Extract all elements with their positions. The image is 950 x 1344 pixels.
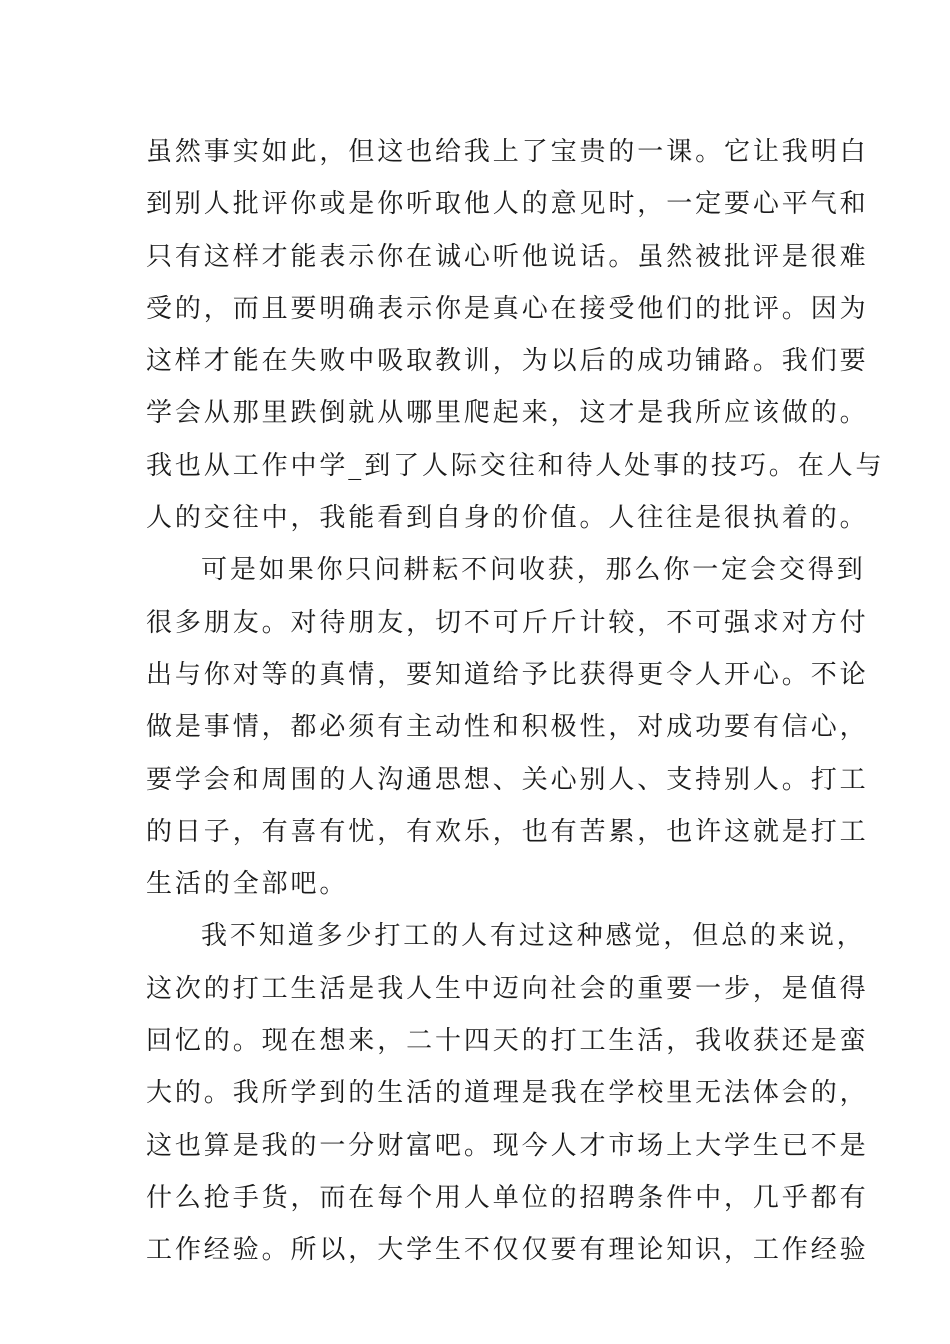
text-line: 什么抢手货，而在每个用人单位的招聘条件中，几乎都有: [146, 1182, 869, 1213]
text-line: 这样才能在失败中吸取教训，为以后的成功铺路。我们要: [146, 346, 869, 377]
paragraph-first-line: 可是如果你只问耕耘不问收获，那么你一定会交得到: [201, 555, 866, 586]
text-line: 受的，而且要明确表示你是真心在接受他们的批评。因为: [146, 293, 869, 324]
text-line: 人的交往中，我能看到自身的价值。人往往是很执着的。: [146, 503, 869, 534]
text-line: 回忆的。现在想来，二十四天的打工生活，我收获还是蛮: [146, 1026, 869, 1057]
text-line: 到别人批评你或是你听取他人的意见时，一定要心平气和: [146, 189, 869, 220]
text-line: 做是事情，都必须有主动性和积极性，对成功要有信心，: [146, 712, 869, 743]
text-line: 这也算是我的一分财富吧。现今人才市场上大学生已不是: [146, 1130, 869, 1161]
text-line: 大的。我所学到的生活的道理是我在学校里无法体会的，: [146, 1078, 869, 1109]
text-line: 这次的打工生活是我人生中迈向社会的重要一步，是值得: [146, 973, 869, 1004]
text-line: 只有这样才能表示你在诚心听他说话。虽然被批评是很难: [146, 241, 869, 272]
text-line: 出与你对等的真情，要知道给予比获得更令人开心。不论: [146, 659, 869, 690]
text-line: 要学会和周围的人沟通思想、关心别人、支持别人。打工: [146, 764, 869, 795]
paragraph-first-line: 我不知道多少打工的人有过这种感觉，但总的来说，: [201, 921, 866, 952]
text-line: 学会从那里跌倒就从哪里爬起来，这才是我所应该做的。: [146, 398, 869, 429]
text-line: 的日子，有喜有忧，有欢乐，也有苦累，也许这就是打工: [146, 816, 869, 847]
text-line: 我也从工作中学_到了人际交往和待人处事的技巧。在人与: [146, 450, 885, 481]
body-text: [146, 126, 885, 1277]
text-line: 虽然事实如此，但这也给我上了宝贵的一课。它让我明白: [146, 137, 869, 167]
text-line: 工作经验。所以，大学生不仅仅要有理论知识，工作经验: [146, 1235, 869, 1266]
text-line: 很多朋友。对待朋友，切不可斤斤计较，不可强求对方付: [146, 607, 869, 638]
text-line: 生活的全部吧。: [146, 869, 349, 900]
